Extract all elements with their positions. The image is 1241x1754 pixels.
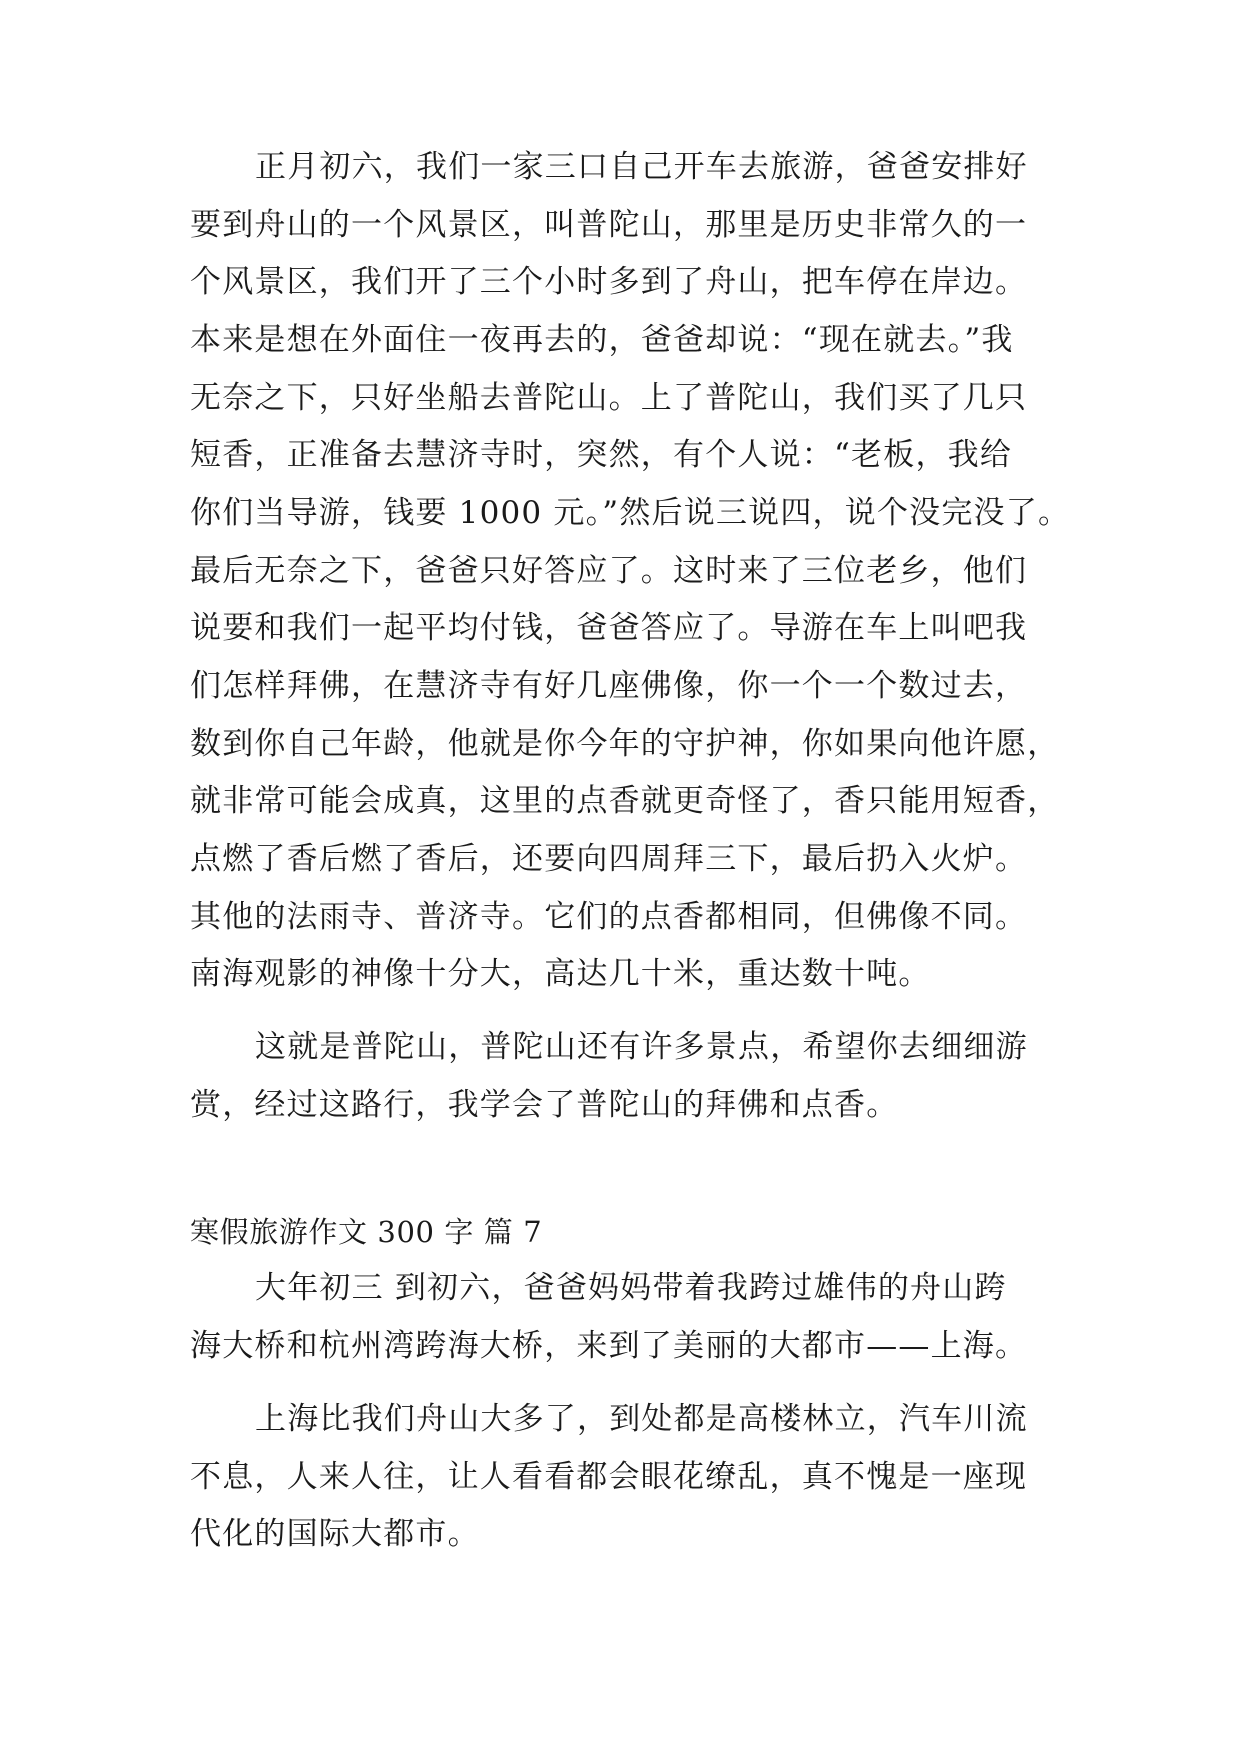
text-line: 个风景区，我们开了三个小时多到了舟山，把车停在岸边。 xyxy=(190,264,1028,300)
text-line: 们怎样拜佛，在慧济寺有好几座佛像，你一个一个数过去， xyxy=(190,668,1028,704)
text-line: 其他的法雨寺、普济寺。它们的点香都相同，但佛像不同。 xyxy=(190,899,1028,935)
text-line: 就非常可能会成真，这里的点香就更奇怪了，香只能用短香， xyxy=(190,783,1060,819)
text-line: 代化的国际大都市。 xyxy=(190,1516,480,1552)
text-line: 你们当导游，钱要 1000 元。”然后说三说四，说个没完没了。 xyxy=(190,495,1071,531)
text-line: 海大桥和杭州湾跨海大桥，来到了美丽的大都市——上海。 xyxy=(190,1328,1028,1364)
text-line: 最后无奈之下，爸爸只好答应了。这时来了三位老乡，他们 xyxy=(190,553,1028,589)
text-line: 上海比我们舟山大多了，到处都是高楼林立，汽车川流 xyxy=(255,1401,1028,1437)
text-line: 要到舟山的一个风景区，叫普陀山，那里是历史非常久的一 xyxy=(190,207,1028,243)
section-heading: 寒假旅游作文 300 字 篇 7 xyxy=(190,1215,543,1249)
text-line: 点燃了香后燃了香后，还要向四周拜三下，最后扔入火炉。 xyxy=(190,841,1028,877)
text-line: 大年初三 到初六，爸爸妈妈带着我跨过雄伟的舟山跨 xyxy=(255,1270,1007,1306)
text-line: 本来是想在外面住一夜再去的，爸爸却说：“现在就去。”我 xyxy=(190,322,1014,358)
text-line: 无奈之下，只好坐船去普陀山。上了普陀山，我们买了几只 xyxy=(190,380,1028,416)
text-line: 数到你自己年龄，他就是你今年的守护神，你如果向他许愿， xyxy=(190,726,1060,762)
text-line: 南海观影的神像十分大，高达几十米，重达数十吨。 xyxy=(190,956,931,992)
text-line: 赏，经过这路行，我学会了普陀山的拜佛和点香。 xyxy=(190,1087,899,1123)
text-line: 这就是普陀山，普陀山还有许多景点，希望你去细细游 xyxy=(255,1029,1028,1065)
text-line: 说要和我们一起平均付钱，爸爸答应了。导游在车上叫吧我 xyxy=(190,610,1028,646)
text-line: 正月初六，我们一家三口自己开车去旅游，爸爸安排好 xyxy=(255,149,1028,185)
text-line: 短香，正准备去慧济寺时，突然，有个人说：“老板，我给 xyxy=(190,437,1013,473)
text-line: 不息，人来人往，让人看看都会眼花缭乱，真不愧是一座现 xyxy=(190,1459,1028,1495)
